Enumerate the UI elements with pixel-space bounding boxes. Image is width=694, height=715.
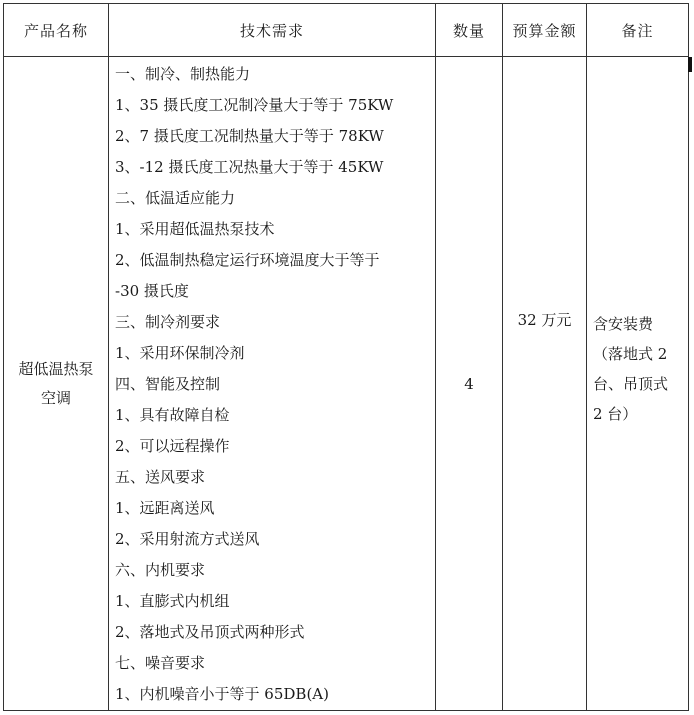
requirement-line: 二、低温适应能力 [115,189,236,207]
quantity-cell: 4 [436,57,503,711]
requirement-line: 1、采用环保制冷剂 [115,344,245,362]
requirement-line: 三、制冷剂要求 [115,313,221,331]
product-name-line: 空调 [40,388,71,407]
header-quantity: 数量 [436,4,503,57]
header-product-name: 产品名称 [4,4,109,57]
page-edge-mark [688,57,692,72]
requirement-line: 2、7 摄氏度工况制热量大于等于 78KW [115,127,384,145]
header-note: 备注 [587,4,689,57]
procurement-spec-table [3,3,689,711]
note-line: 2 台） [593,405,638,423]
product-name-cell [4,57,109,711]
requirement-line: 1、内机噪音小于等于 65DB(A) [115,685,329,703]
note-cell [587,57,689,711]
requirement-line: 四、智能及控制 [115,375,221,393]
table-header-row [4,4,689,57]
technical-requirements-cell [109,57,436,711]
requirement-line: 2、低温制热稳定运行环境温度大于等于 [115,251,380,269]
note-line: 含安装费 [593,315,654,333]
requirement-line: 七、噪音要求 [115,654,206,672]
requirement-line: 2、落地式及吊顶式两种形式 [115,623,305,641]
requirement-line: 六、内机要求 [115,561,206,579]
header-budget-amount: 预算金额 [503,4,587,57]
product-name-line: 超低温热泵 [18,359,94,378]
table-row [4,57,689,711]
requirement-line: 1、具有故障自检 [115,406,230,424]
note-line: （落地式 2 [593,345,668,363]
header-technical-requirements: 技术需求 [109,4,436,57]
requirement-line: 2、可以远程操作 [115,437,230,455]
requirement-line: 2、采用射流方式送风 [115,530,260,548]
requirement-line: 1、采用超低温热泵技术 [115,220,275,238]
budget-amount-cell: 32 万元 [503,57,587,711]
note-line: 台、吊顶式 [593,375,669,393]
requirement-line: -30 摄氏度 [115,282,189,300]
requirement-line: 1、35 摄氏度工况制冷量大于等于 75KW [115,96,394,114]
requirement-line: 1、远距离送风 [115,499,215,517]
requirement-line: 3、-12 摄氏度工况热量大于等于 45KW [115,158,384,176]
requirement-line: 一、制冷、制热能力 [115,65,251,83]
requirement-line: 五、送风要求 [115,468,206,486]
requirement-line: 1、直膨式内机组 [115,592,230,610]
